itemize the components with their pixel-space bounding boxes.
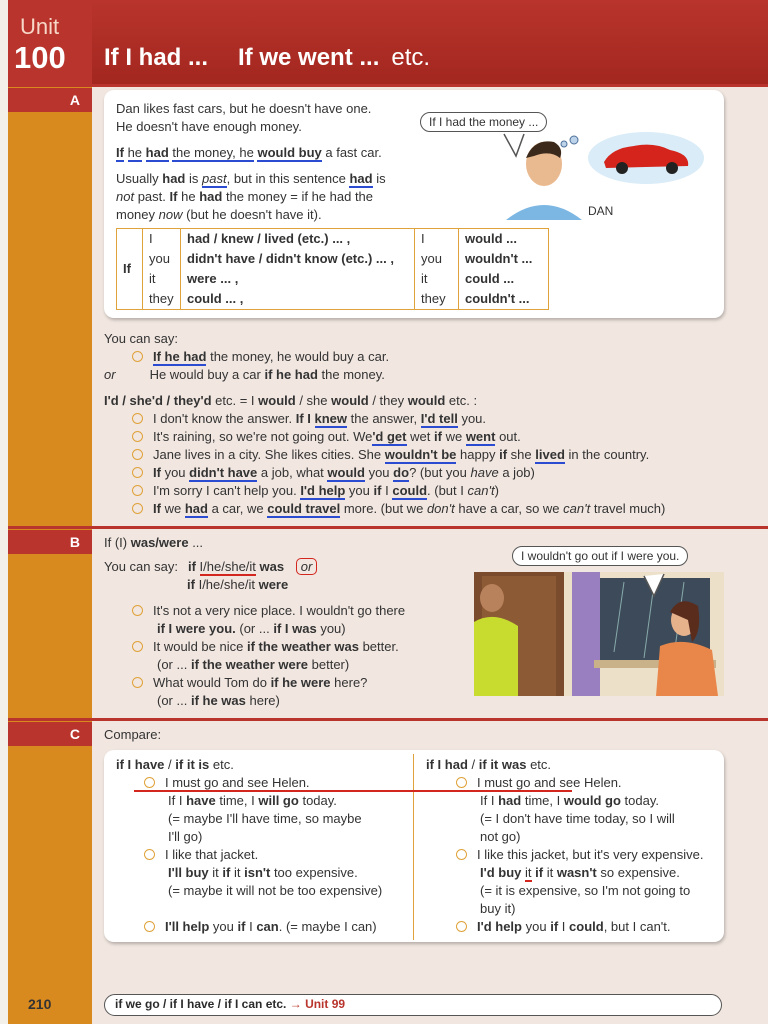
table-pronoun: they	[143, 289, 181, 310]
table-if: If	[117, 229, 143, 310]
window-rain-illustration	[474, 572, 724, 696]
c-left-2: If I have time, I will go today.	[168, 793, 337, 808]
c-right-5: I like this jacket, but it's very expensive.	[456, 846, 703, 864]
a-example-4: If you didn't have a job, what would you do? (but you have a job)	[132, 464, 535, 482]
unit-number: 100	[14, 40, 66, 75]
intro-line-2: He doesn't have enough money.	[116, 119, 302, 134]
c-left-5: I like that jacket.	[144, 846, 258, 864]
table-past: had / knew / lived (etc.) ... ,	[181, 229, 415, 250]
b-example-3: What would Tom do if he were here?	[132, 674, 367, 692]
b-example-3b: (or ... if he was here)	[157, 693, 280, 708]
dan-speech-bubble: If I had the money ...	[420, 112, 547, 132]
table-modal: couldn't ...	[459, 289, 549, 310]
section-a-tab: A	[8, 88, 92, 112]
page-title	[104, 44, 430, 72]
c-right-3: (= I don't have time today, so I will	[480, 811, 675, 826]
b-example-2: It would be nice if the weather was better.	[132, 638, 399, 656]
section-a-strip	[8, 84, 768, 87]
c-left-7: (= maybe it will not be too expensive)	[168, 883, 383, 898]
section-b-strip	[8, 526, 768, 529]
table-pronoun: you	[415, 249, 459, 269]
arrow-icon: →	[289, 997, 302, 1011]
section-c-strip	[8, 718, 768, 721]
c-left-4: I'll go)	[168, 829, 203, 844]
a-example-3: Jane lives in a city. She likes cities. She wouldn't be happy if she lived in the country.	[132, 446, 649, 464]
cross-reference-bar[interactable]	[104, 994, 722, 1016]
table-pronoun: it	[143, 269, 181, 289]
table-past: were ... ,	[181, 269, 415, 289]
unit-badge	[8, 0, 92, 84]
table-past: didn't have / didn't know (etc.) ... ,	[181, 249, 415, 269]
table-past: could ... ,	[181, 289, 415, 310]
c-divider	[413, 754, 414, 940]
c-left-1: I must go and see Helen.	[144, 774, 310, 792]
section-a-box	[104, 90, 724, 318]
a-can-say: You can say:	[104, 331, 178, 346]
c-right-head: if I had / if it was etc.	[426, 757, 552, 772]
usually-line-3: money now (but he doesn't have it).	[116, 207, 322, 222]
dan-label: DAN	[588, 204, 614, 218]
b-heading: If (I) was/were ...	[104, 535, 204, 550]
section-b-tab: B	[8, 530, 92, 554]
intro-line-1: Dan likes fast cars, but he doesn't have one.	[116, 101, 372, 116]
c-right-9: I'd help you if I could, but I can't.	[456, 918, 671, 936]
title-part-3: etc.	[391, 44, 431, 71]
unit-link[interactable]: Unit 99	[305, 997, 346, 1011]
section-c-tab: C	[8, 722, 92, 746]
b-can-say: You can say: if I/he/she/it was or	[104, 558, 317, 576]
example-sentence: If he had the money, he would buy a fast car.	[116, 145, 382, 160]
c-left-8: I'll help you if I can. (= maybe I can)	[144, 918, 377, 936]
a-example-2: It's raining, so we're not going out. We'd get wet if we went out.	[132, 428, 521, 446]
title-part-2: If we went ...	[238, 44, 380, 71]
contraction-rule: I'd / she'd / they'd etc. = I would / she would / they would etc. :	[104, 393, 478, 408]
page-number: 210	[28, 996, 52, 1012]
b-example-2b: (or ... if the weather were better)	[157, 657, 350, 672]
unit-label: Unit	[20, 14, 60, 39]
conditional-table	[116, 228, 549, 310]
c-right-7: (= it is expensive, so I'm not going to	[480, 883, 691, 898]
page-edge	[0, 0, 8, 1024]
table-pronoun: it	[415, 269, 459, 289]
table-pronoun: I	[143, 229, 181, 250]
c-left-head: if I have / if it is etc.	[116, 757, 234, 772]
a-example-1: I don't know the answer. If I knew the answer, I'd tell you.	[132, 410, 486, 428]
c-right-1: I must go and see Helen.	[456, 774, 622, 792]
b-example-1b: if I were you. (or ... if I was you)	[157, 621, 346, 636]
table-modal: could ...	[459, 269, 549, 289]
c-left-6: I'll buy it if it isn't too expensive.	[168, 865, 358, 880]
table-pronoun: you	[143, 249, 181, 269]
a-say-1: If he had the money, he would buy a car.	[132, 348, 389, 366]
table-pronoun: they	[415, 289, 459, 310]
usually-line-1: Usually had is past, but in this sentence had is	[116, 171, 386, 186]
left-margin-band	[8, 0, 92, 1024]
section-c-box	[104, 750, 724, 942]
title-part-1: If I had ...	[104, 44, 209, 71]
c-right-4: not go)	[480, 829, 521, 844]
c-compare: Compare:	[104, 727, 162, 742]
b-row-2: if I/he/she/it were	[187, 577, 289, 592]
b-example-1: It's not a very nice place. I wouldn't go there	[132, 602, 405, 620]
table-pronoun: I	[415, 229, 459, 250]
a-example-5: I'm sorry I can't help you. I'd help you if I could. (but I can't)	[132, 482, 499, 500]
a-example-6: If we had a car, we could travel more. (but we don't have a car, so we can't travel much)	[132, 500, 665, 518]
table-modal: wouldn't ...	[459, 249, 549, 269]
a-say-2: or He would buy a car if he had the money.	[104, 367, 385, 382]
b-speech-bubble: I wouldn't go out if I were you.	[512, 546, 688, 566]
usually-line-2: not past. If he had the money = if he had the	[116, 189, 374, 204]
c-right-2: If I had time, I would go today.	[480, 793, 659, 808]
c-right-6: I'd buy it if it wasn't so expensive.	[480, 865, 680, 880]
c-right-8: buy it)	[480, 901, 516, 916]
or-circled: or	[296, 558, 318, 575]
c-left-3: (= maybe I'll have time, so maybe	[168, 811, 362, 826]
table-modal: would ...	[459, 229, 549, 250]
footer-text: if we go / if I have / if I can etc.	[115, 997, 287, 1011]
